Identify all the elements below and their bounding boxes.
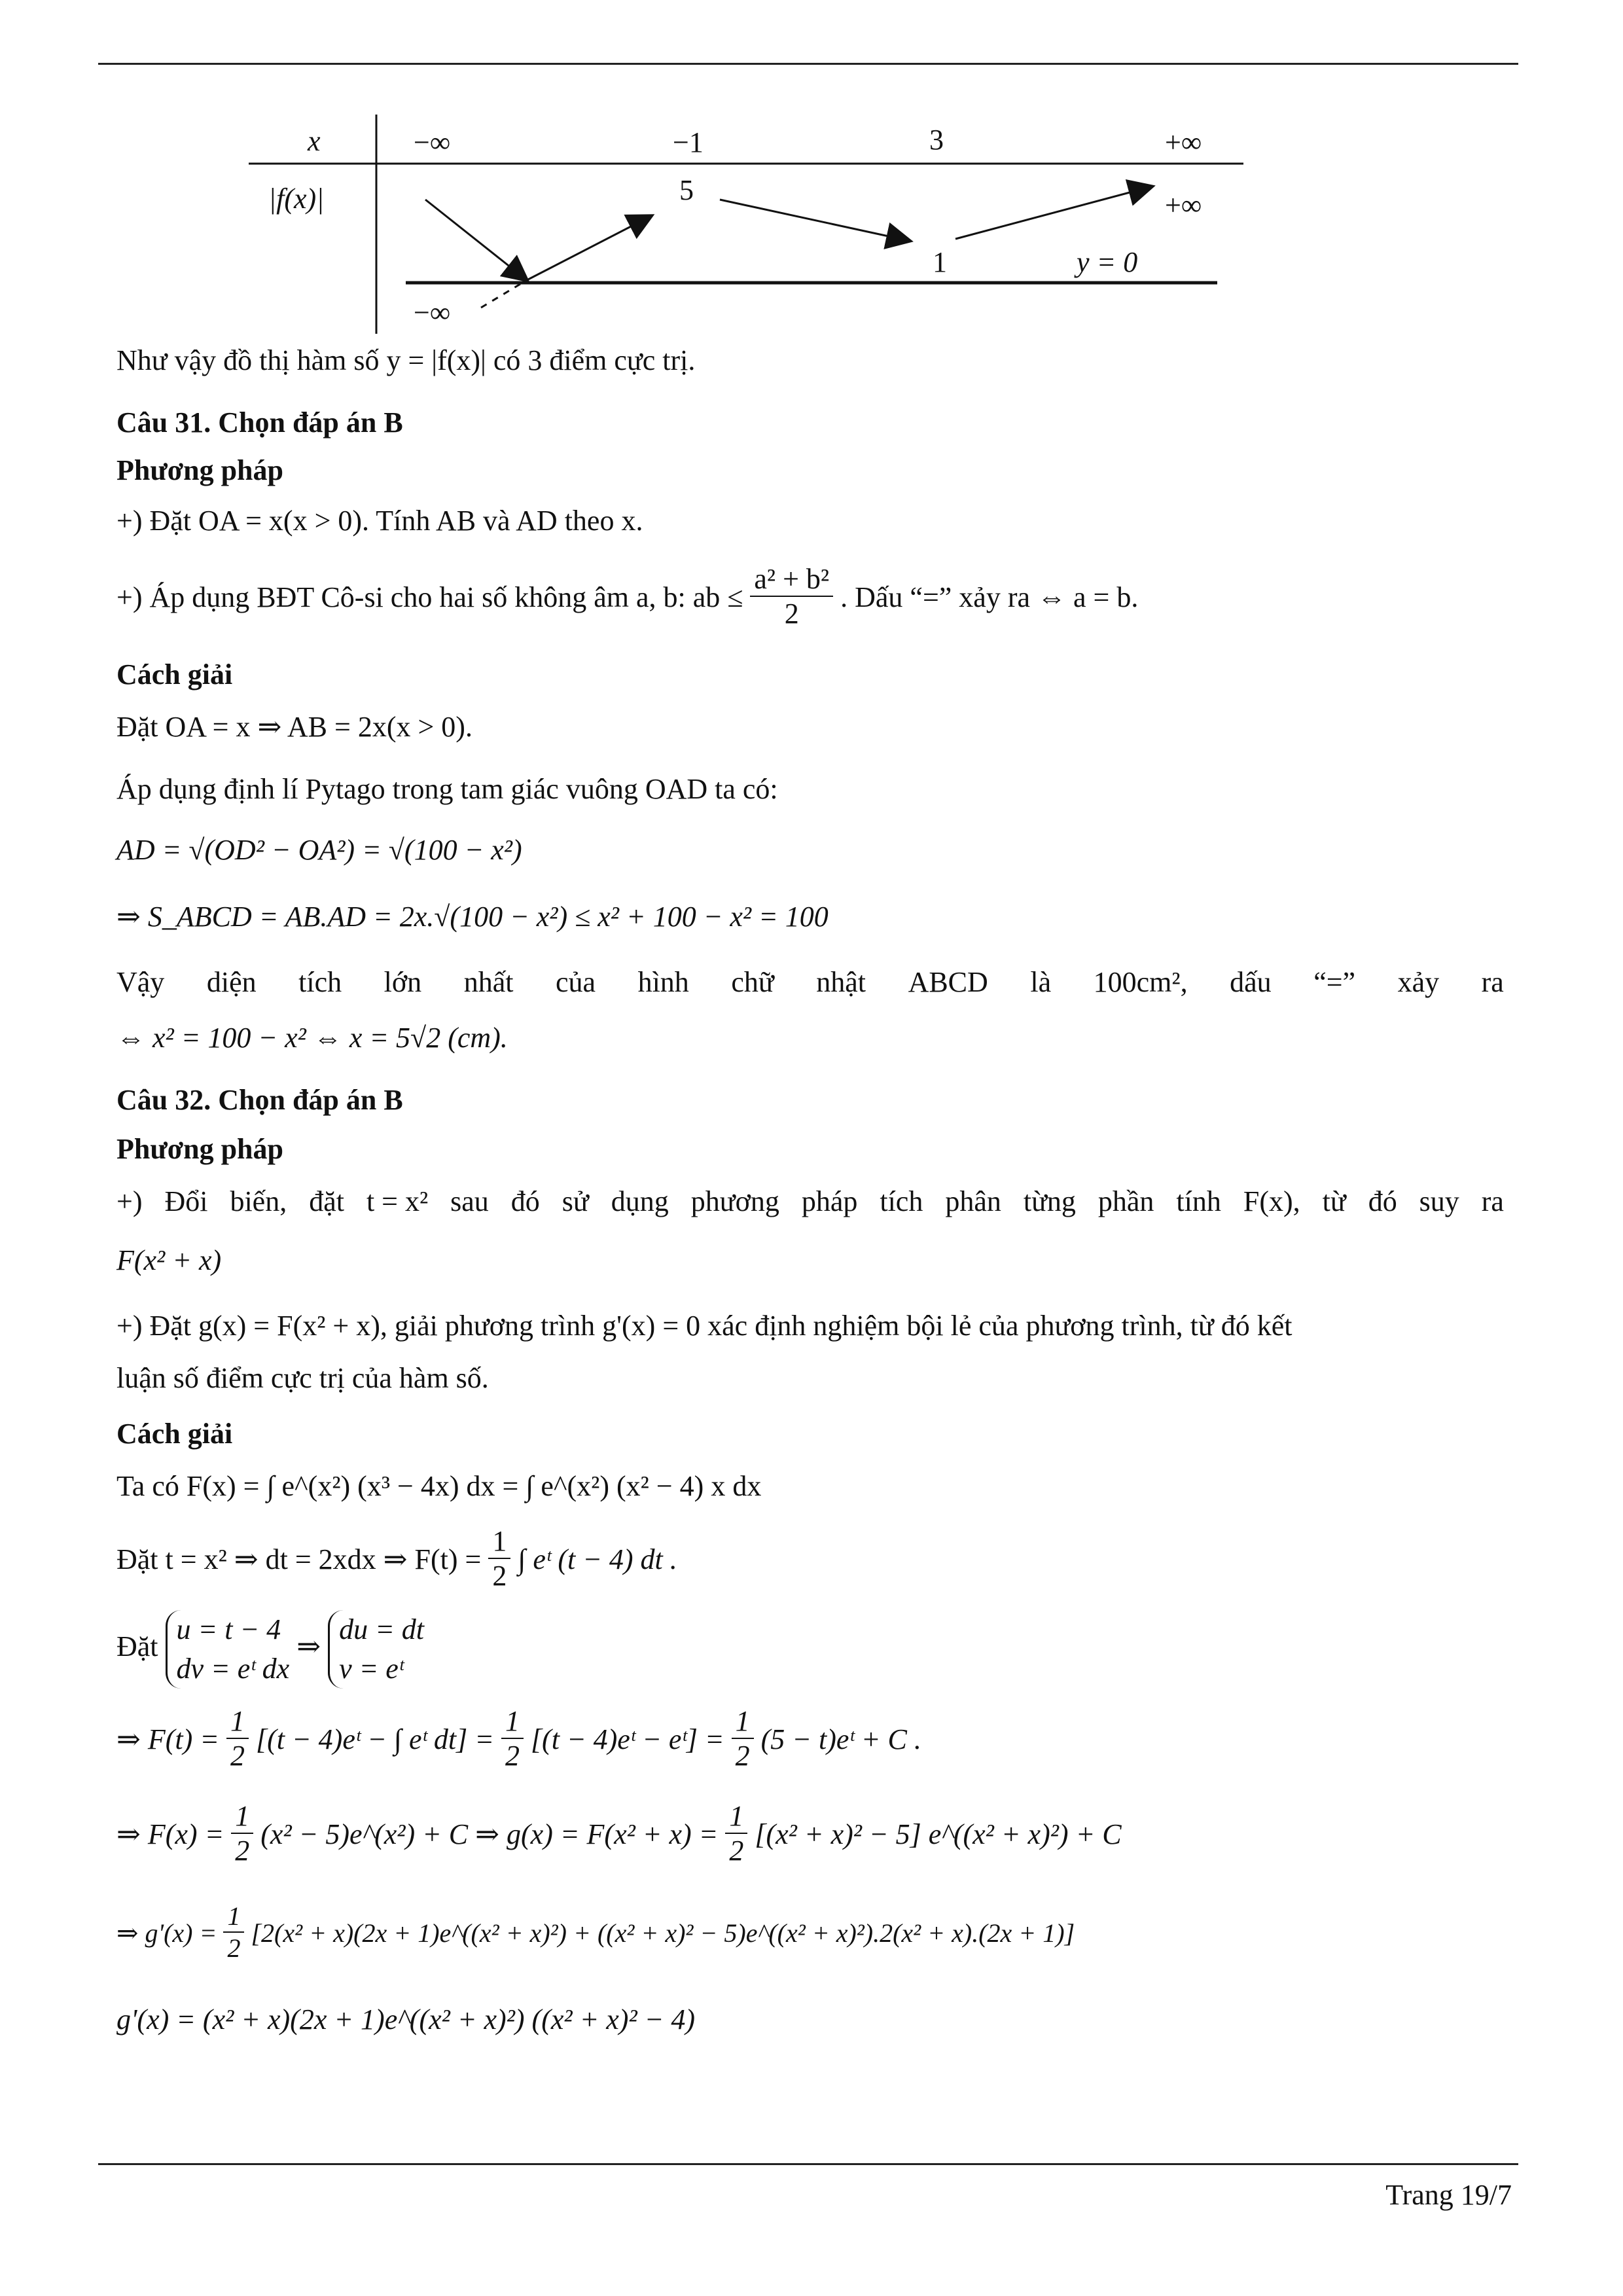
fraction-denominator: 2 xyxy=(784,598,799,630)
q32-s5-c: [(x² + x)² − 5] e^((x² + x)²) + C xyxy=(755,1818,1122,1851)
word: phương xyxy=(690,1185,779,1217)
fraction-denominator: 2 xyxy=(505,1740,520,1772)
q32-method-step-1b: F(x² + x) xyxy=(116,1244,222,1276)
fraction-numerator: a² + b² xyxy=(750,562,833,597)
lower-value-neg-inf: −∞ xyxy=(414,296,451,329)
fraction-denominator: 2 xyxy=(729,1835,744,1867)
word: +) xyxy=(116,1185,143,1217)
page-number: Trang 19/7 xyxy=(1385,2179,1512,2211)
word: suy xyxy=(1419,1185,1459,1217)
q31-solution-heading: Cách giải xyxy=(116,658,233,691)
arrow-up-2 xyxy=(955,187,1152,239)
word: Vậy xyxy=(116,966,165,998)
q32-s4-a: ⇒ F(t) = xyxy=(116,1723,219,1756)
word: đặt xyxy=(309,1185,344,1217)
word: từ xyxy=(1322,1185,1346,1217)
q31-solution-step-4: ⇒ S_ABCD = AB.AD = 2x.√(100 − x²) ≤ x² + 100 − x² = 100 xyxy=(116,901,829,933)
q32-method-heading: Phương pháp xyxy=(116,1133,283,1165)
half-fraction xyxy=(725,1799,747,1867)
q32-s5-a: ⇒ F(x) = xyxy=(116,1818,224,1851)
word: dấu xyxy=(1230,966,1272,998)
system-row: u = t − 4 xyxy=(176,1613,281,1645)
fraction-denominator: 2 xyxy=(735,1740,750,1772)
word: 100cm², xyxy=(1093,966,1188,998)
word: tích xyxy=(298,966,342,998)
q31-solution-step-6: ⇔ x² = 100 − x² ⇔ x = 5√2 (cm). xyxy=(116,1022,508,1054)
fraction-denominator: 2 xyxy=(235,1835,250,1867)
q32-s6-a: ⇒ g'(x) = xyxy=(116,1918,217,1948)
word: diện xyxy=(206,966,257,998)
fraction-denominator: 2 xyxy=(227,1933,241,1963)
half-fraction xyxy=(732,1704,754,1772)
q31-fraction xyxy=(750,562,833,630)
fraction-numerator: 1 xyxy=(501,1704,524,1739)
half-fraction xyxy=(223,1901,244,1964)
word: là xyxy=(1030,966,1052,998)
x-value-3: 3 xyxy=(929,124,944,156)
fraction-numerator: 1 xyxy=(223,1901,244,1933)
q31-m2-tail: . Dấu “=” xảy ra ⇔ a = b. xyxy=(840,581,1139,614)
q32-s4-d: (5 − t)eᵗ + C . xyxy=(760,1723,921,1756)
fraction-numerator: 1 xyxy=(231,1799,253,1834)
q32-s4-c: [(t − 4)eᵗ − eᵗ] = xyxy=(530,1723,724,1756)
implies-arrow: ⇒ xyxy=(296,1630,321,1663)
system-row: v = eᵗ xyxy=(339,1653,404,1685)
substitution-system-left xyxy=(166,1610,290,1689)
arrow-up-1 xyxy=(527,216,651,280)
upper-value-pos-inf: +∞ xyxy=(1165,189,1202,221)
axis-label: y = 0 xyxy=(1077,246,1138,278)
table-x-label: x xyxy=(308,125,321,157)
word: dụng xyxy=(611,1185,669,1217)
word: phần xyxy=(1097,1185,1154,1217)
arrow-down-1 xyxy=(425,200,527,280)
q32-s6-b: [2(x² + x)(2x + 1)e^((x² + x)²) + ((x² + x)² − 5)e^((x² + x)²).2(x² + x).(2x + 1)] xyxy=(251,1918,1075,1948)
word: ABCD xyxy=(908,966,988,998)
half-fraction xyxy=(226,1704,249,1772)
word: xảy xyxy=(1397,966,1440,998)
question-31-title: Câu 31. Chọn đáp án B xyxy=(116,406,403,439)
q32-s4-b: [(t − 4)eᵗ − ∫ eᵗ dt] = xyxy=(255,1723,494,1756)
x-value-pos-inf: +∞ xyxy=(1165,126,1202,158)
q31-method-heading: Phương pháp xyxy=(116,454,283,486)
q32-solution-step-2 xyxy=(116,1525,677,1596)
word: tích xyxy=(880,1185,923,1217)
word: sau xyxy=(450,1185,489,1217)
header-rule xyxy=(98,63,1518,65)
word: từng xyxy=(1023,1185,1076,1217)
upper-value-5: 5 xyxy=(679,174,694,206)
word: ra xyxy=(1481,1185,1504,1217)
q31-m2-text: +) Áp dụng BĐT Cô-si cho hai số không âm a, b: ab ≤ xyxy=(116,581,743,614)
q32-solution-step-4 xyxy=(116,1705,921,1776)
q32-solution-step-3 xyxy=(116,1610,424,1689)
arrow-down-2 xyxy=(720,200,910,241)
q32-s5-b: (x² − 5)e^(x²) + C ⇒ g(x) = F(x² + x) = xyxy=(260,1818,719,1851)
word: phân xyxy=(945,1185,1001,1217)
q32-method-step-2: +) Đặt g(x) = F(x² + x), giải phương trình g'(x) = 0 xác định nghiệm bội lẻ của phương trình, từ đó kết xyxy=(116,1310,1293,1342)
q31-solution-step-5 xyxy=(116,965,1504,999)
table-fx-label: |f(x)| xyxy=(268,183,325,215)
variation-table-lines xyxy=(249,111,1243,334)
word: t = x² xyxy=(366,1185,429,1217)
q32-solution-step-7: g'(x) = (x² + x)(2x + 1)e^((x² + x)²) ((x² + x)² − 4) xyxy=(116,2003,695,2036)
fraction-denominator: 2 xyxy=(230,1740,245,1772)
q32-s2-text: Đặt t = x² ⇒ dt = 2xdx ⇒ F(t) = xyxy=(116,1543,482,1576)
x-value-neg-inf: −∞ xyxy=(414,126,451,158)
word: chữ xyxy=(731,966,774,998)
q32-solution-heading: Cách giải xyxy=(116,1418,233,1450)
word: sử xyxy=(562,1185,589,1217)
lower-value-1: 1 xyxy=(933,246,947,278)
footer-rule xyxy=(98,2163,1518,2165)
conclusion-line: Như vậy đồ thị hàm số y = |f(x)| có 3 điểm cực trị. xyxy=(116,344,696,376)
q31-method-step-2 xyxy=(116,563,1139,634)
q32-solution-step-6 xyxy=(116,1901,1075,1967)
system-row: du = dt xyxy=(339,1613,424,1645)
word: biến, xyxy=(230,1185,287,1217)
half-fraction xyxy=(501,1704,524,1772)
word: Đổi xyxy=(164,1185,208,1217)
word: ra xyxy=(1481,966,1504,998)
word: hình xyxy=(637,966,689,998)
q32-solution-step-5 xyxy=(116,1800,1122,1871)
q31-method-step-1: +) Đặt OA = x(x > 0). Tính AB và AD theo x. xyxy=(116,505,643,537)
q32-method-step-1 xyxy=(116,1185,1504,1218)
fraction-denominator: 2 xyxy=(492,1560,507,1592)
q31-solution-step-3: AD = √(OD² − OA²) = √(100 − x²) xyxy=(116,834,522,866)
fraction-numerator: 1 xyxy=(732,1704,754,1739)
word: pháp xyxy=(801,1185,858,1217)
word: nhật xyxy=(816,966,866,998)
q32-solution-step-1: Ta có F(x) = ∫ e^(x²) (x³ − 4x) dx = ∫ e^(x²) (x² − 4) x dx xyxy=(116,1470,762,1502)
q31-solution-step-1: Đặt OA = x ⇒ AB = 2x(x > 0). xyxy=(116,711,473,743)
word: F(x), xyxy=(1243,1185,1300,1217)
word: đó xyxy=(510,1185,540,1217)
q32-s3-lead: Đặt xyxy=(116,1630,158,1663)
question-32-title: Câu 32. Chọn đáp án B xyxy=(116,1084,403,1116)
variation-table xyxy=(249,111,1243,334)
x-value-neg-1: −1 xyxy=(673,126,704,158)
word: của xyxy=(555,966,596,998)
fraction-numerator: 1 xyxy=(725,1799,747,1834)
word: tính xyxy=(1176,1185,1221,1217)
substitution-system-right xyxy=(328,1610,424,1689)
word: lớn xyxy=(383,966,422,998)
word: nhất xyxy=(463,966,514,998)
q31-solution-step-2: Áp dụng định lí Pytago trong tam giác vuông OAD ta có: xyxy=(116,773,778,805)
word: đó xyxy=(1368,1185,1397,1217)
fraction-numerator: 1 xyxy=(488,1524,510,1559)
q32-method-step-3: luận số điểm cực trị của hàm số. xyxy=(116,1362,489,1394)
half-fraction xyxy=(231,1799,253,1867)
system-row: dv = eᵗ dx xyxy=(176,1653,290,1685)
word: “=” xyxy=(1313,966,1356,998)
q32-s2-integral: ∫ eᵗ (t − 4) dt . xyxy=(518,1543,677,1576)
half-fraction xyxy=(488,1524,510,1592)
fraction-numerator: 1 xyxy=(226,1704,249,1739)
